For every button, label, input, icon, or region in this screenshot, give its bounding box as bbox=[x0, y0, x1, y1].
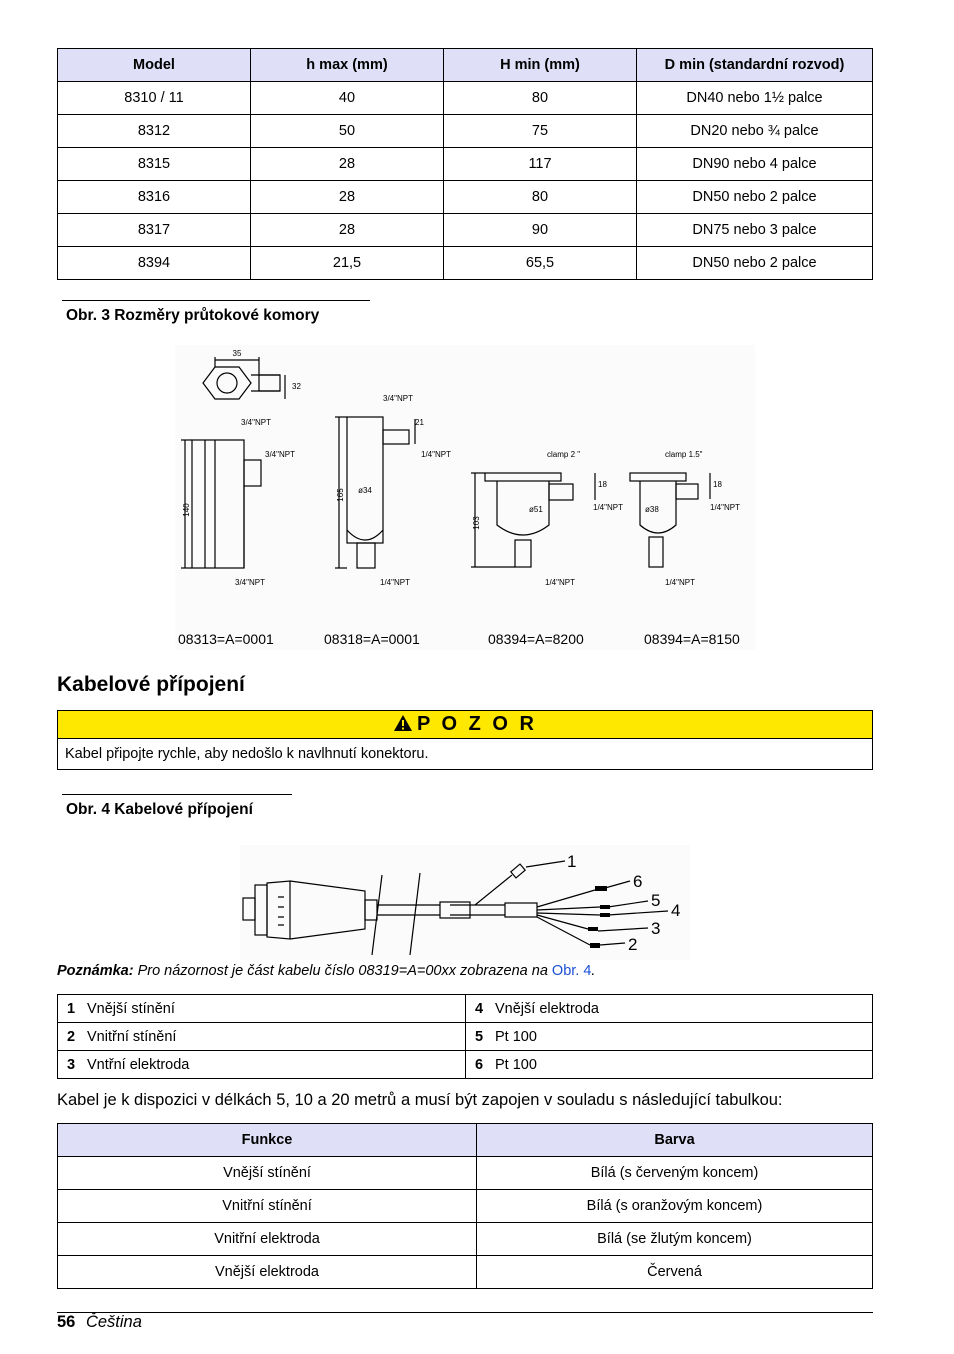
footer-rule bbox=[57, 1312, 873, 1313]
table-cell: Vnější elektroda bbox=[58, 1256, 477, 1289]
table-cell: 28 bbox=[251, 181, 444, 214]
legend-text: Vnější elektroda bbox=[495, 1000, 599, 1017]
callout-label: 4 bbox=[671, 901, 681, 920]
table-row bbox=[58, 214, 873, 247]
table-row bbox=[58, 1190, 873, 1223]
column-header: Barva bbox=[477, 1124, 873, 1157]
table-row bbox=[58, 995, 873, 1023]
dim-label: ø38 bbox=[645, 505, 659, 514]
column-header: Model bbox=[58, 49, 251, 82]
table-row bbox=[58, 148, 873, 181]
dim-label: 18 bbox=[713, 480, 722, 489]
table-cell: 21,5 bbox=[251, 247, 444, 280]
cable-drawing bbox=[240, 845, 690, 960]
table-row bbox=[58, 115, 873, 148]
warning-triangle-icon bbox=[393, 714, 413, 732]
table-cell: DN40 nebo 1½ palce bbox=[637, 82, 873, 115]
dim-label: 3/4"NPT bbox=[265, 450, 295, 459]
table-cell: Bílá (s oranžovým koncem) bbox=[477, 1190, 873, 1223]
dim-label: 103 bbox=[472, 516, 481, 530]
table-cell: 28 bbox=[251, 148, 444, 181]
legend-text: Pt 100 bbox=[495, 1056, 537, 1073]
table-row bbox=[58, 181, 873, 214]
dim-label: 1/4"NPT bbox=[593, 503, 623, 512]
table-row bbox=[58, 1256, 873, 1289]
warning-text: Kabel připojte rychle, aby nedošlo k navlhnutí konektoru. bbox=[57, 739, 873, 770]
table-cell: DN50 nebo 2 palce bbox=[637, 181, 873, 214]
table-cell bbox=[58, 1051, 466, 1079]
table-cell bbox=[466, 1023, 873, 1051]
note-label: Poznámka: bbox=[57, 963, 134, 979]
table-cell: 75 bbox=[444, 115, 637, 148]
dim-label: 3/4"NPT bbox=[241, 418, 271, 427]
table-cell: 40 bbox=[251, 82, 444, 115]
legend-text: Vntřní elektroda bbox=[87, 1056, 190, 1073]
table-cell: 8312 bbox=[58, 115, 251, 148]
callout-label: 2 bbox=[628, 935, 638, 954]
legend-number: 6 bbox=[475, 1056, 484, 1073]
legend-text: Vnitřní stínění bbox=[87, 1028, 177, 1045]
callout-label: 3 bbox=[651, 919, 661, 938]
part-label: 08318=A=0001 bbox=[324, 631, 420, 647]
dimensions-table bbox=[57, 48, 873, 280]
table-cell: 8316 bbox=[58, 181, 251, 214]
dim-label: ø51 bbox=[529, 505, 543, 514]
table-cell bbox=[466, 1051, 873, 1079]
table-cell: Vnější stínění bbox=[58, 1157, 477, 1190]
warning-header bbox=[57, 710, 873, 739]
color-table bbox=[57, 1123, 873, 1289]
dim-label: 32 bbox=[292, 382, 301, 391]
column-header: h max (mm) bbox=[251, 49, 444, 82]
table-cell: DN75 nebo 3 palce bbox=[637, 214, 873, 247]
dim-label: 140 bbox=[182, 503, 191, 517]
table-header-row bbox=[58, 49, 873, 82]
figure-title-rule bbox=[62, 300, 370, 301]
table-cell: 80 bbox=[444, 82, 637, 115]
table-cell bbox=[58, 1023, 466, 1051]
callout-label: 5 bbox=[651, 891, 661, 910]
legend-number: 1 bbox=[67, 1000, 76, 1017]
figure3-title: Obr. 3 Rozměry průtokové komory bbox=[66, 307, 320, 324]
page-footer bbox=[57, 1313, 142, 1332]
page-number: 56 bbox=[57, 1313, 76, 1331]
legend-number: 2 bbox=[67, 1028, 76, 1045]
table-cell: 117 bbox=[444, 148, 637, 181]
table-cell bbox=[466, 995, 873, 1023]
table-row bbox=[58, 1223, 873, 1256]
body-paragraph: Kabel je k dispozici v délkách 5, 10 a 20 metrů a musí být zapojen v souladu s následující tabulkou: bbox=[57, 1091, 783, 1109]
table-row bbox=[58, 82, 873, 115]
table-cell: 8394 bbox=[58, 247, 251, 280]
table-cell: 65,5 bbox=[444, 247, 637, 280]
part-label: 08394=A=8200 bbox=[488, 631, 584, 647]
dim-label: ø34 bbox=[358, 486, 372, 495]
table-row bbox=[58, 247, 873, 280]
legend-text: Pt 100 bbox=[495, 1028, 537, 1045]
note bbox=[57, 963, 595, 979]
column-header: H min (mm) bbox=[444, 49, 637, 82]
table-row bbox=[58, 1051, 873, 1079]
figure4-title: Obr. 4 Kabelové přípojení bbox=[66, 801, 253, 818]
part-label: 08313=A=0001 bbox=[178, 631, 274, 647]
legend-number: 5 bbox=[475, 1028, 484, 1045]
dim-label: 35 bbox=[232, 349, 242, 358]
table-cell: Bílá (s červeným koncem) bbox=[477, 1157, 873, 1190]
warning-title: P O Z O R bbox=[417, 713, 537, 735]
note-text: Pro názornost je část kabelu číslo 08319=A=00xx zobrazena na bbox=[133, 963, 552, 979]
table-cell: 28 bbox=[251, 214, 444, 247]
table-cell: 90 bbox=[444, 214, 637, 247]
legend-number: 3 bbox=[67, 1056, 76, 1073]
note-end: . bbox=[591, 963, 596, 979]
table-cell: 8310 / 11 bbox=[58, 82, 251, 115]
footer-language: Čeština bbox=[85, 1313, 142, 1331]
table-cell: Červená bbox=[477, 1256, 873, 1289]
dim-label: 165 bbox=[336, 488, 345, 502]
callout-label: 6 bbox=[633, 872, 643, 891]
dim-label: 1/4"NPT bbox=[710, 503, 740, 512]
table-cell: Vnitřní elektroda bbox=[58, 1223, 477, 1256]
table-cell: 8317 bbox=[58, 214, 251, 247]
table-cell: DN50 nebo 2 palce bbox=[637, 247, 873, 280]
legend-number: 4 bbox=[475, 1000, 484, 1017]
figure-title-rule bbox=[62, 794, 292, 795]
dim-label: 1/4"NPT bbox=[421, 450, 451, 459]
dim-label: clamp 1.5" bbox=[665, 450, 703, 459]
table-cell: 8315 bbox=[58, 148, 251, 181]
table-cell: 50 bbox=[251, 115, 444, 148]
dim-label: 3/4"NPT bbox=[383, 394, 413, 403]
table-cell: DN90 nebo 4 palce bbox=[637, 148, 873, 181]
dim-label: 18 bbox=[598, 480, 607, 489]
table-cell bbox=[58, 995, 466, 1023]
part-label: 08394=A=8150 bbox=[644, 631, 740, 647]
figure-link[interactable]: Obr. 4 bbox=[551, 963, 592, 979]
dim-label: 1/4"NPT bbox=[665, 578, 695, 587]
table-row bbox=[58, 1157, 873, 1190]
flow-chamber-drawing bbox=[175, 345, 755, 650]
table-cell: DN20 nebo ¾ palce bbox=[637, 115, 873, 148]
column-header: D min (standardní rozvod) bbox=[637, 49, 873, 82]
column-header: Funkce bbox=[58, 1124, 477, 1157]
callout-label: 1 bbox=[567, 852, 577, 871]
dim-label: 3/4"NPT bbox=[235, 578, 265, 587]
dim-label: 1/4"NPT bbox=[380, 578, 410, 587]
section-heading: Kabelové přípojení bbox=[57, 673, 245, 696]
dim-label: 1/4"NPT bbox=[545, 578, 575, 587]
table-cell: Vnitřní stínění bbox=[58, 1190, 477, 1223]
table-cell: 80 bbox=[444, 181, 637, 214]
legend-table bbox=[57, 994, 873, 1079]
warning-box bbox=[57, 710, 873, 770]
table-row bbox=[58, 1023, 873, 1051]
table-header-row bbox=[58, 1124, 873, 1157]
dim-label: 21 bbox=[415, 418, 424, 427]
dim-label: clamp 2 " bbox=[547, 450, 581, 459]
legend-text: Vnější stínění bbox=[87, 1000, 175, 1017]
table-cell: Bílá (se žlutým koncem) bbox=[477, 1223, 873, 1256]
